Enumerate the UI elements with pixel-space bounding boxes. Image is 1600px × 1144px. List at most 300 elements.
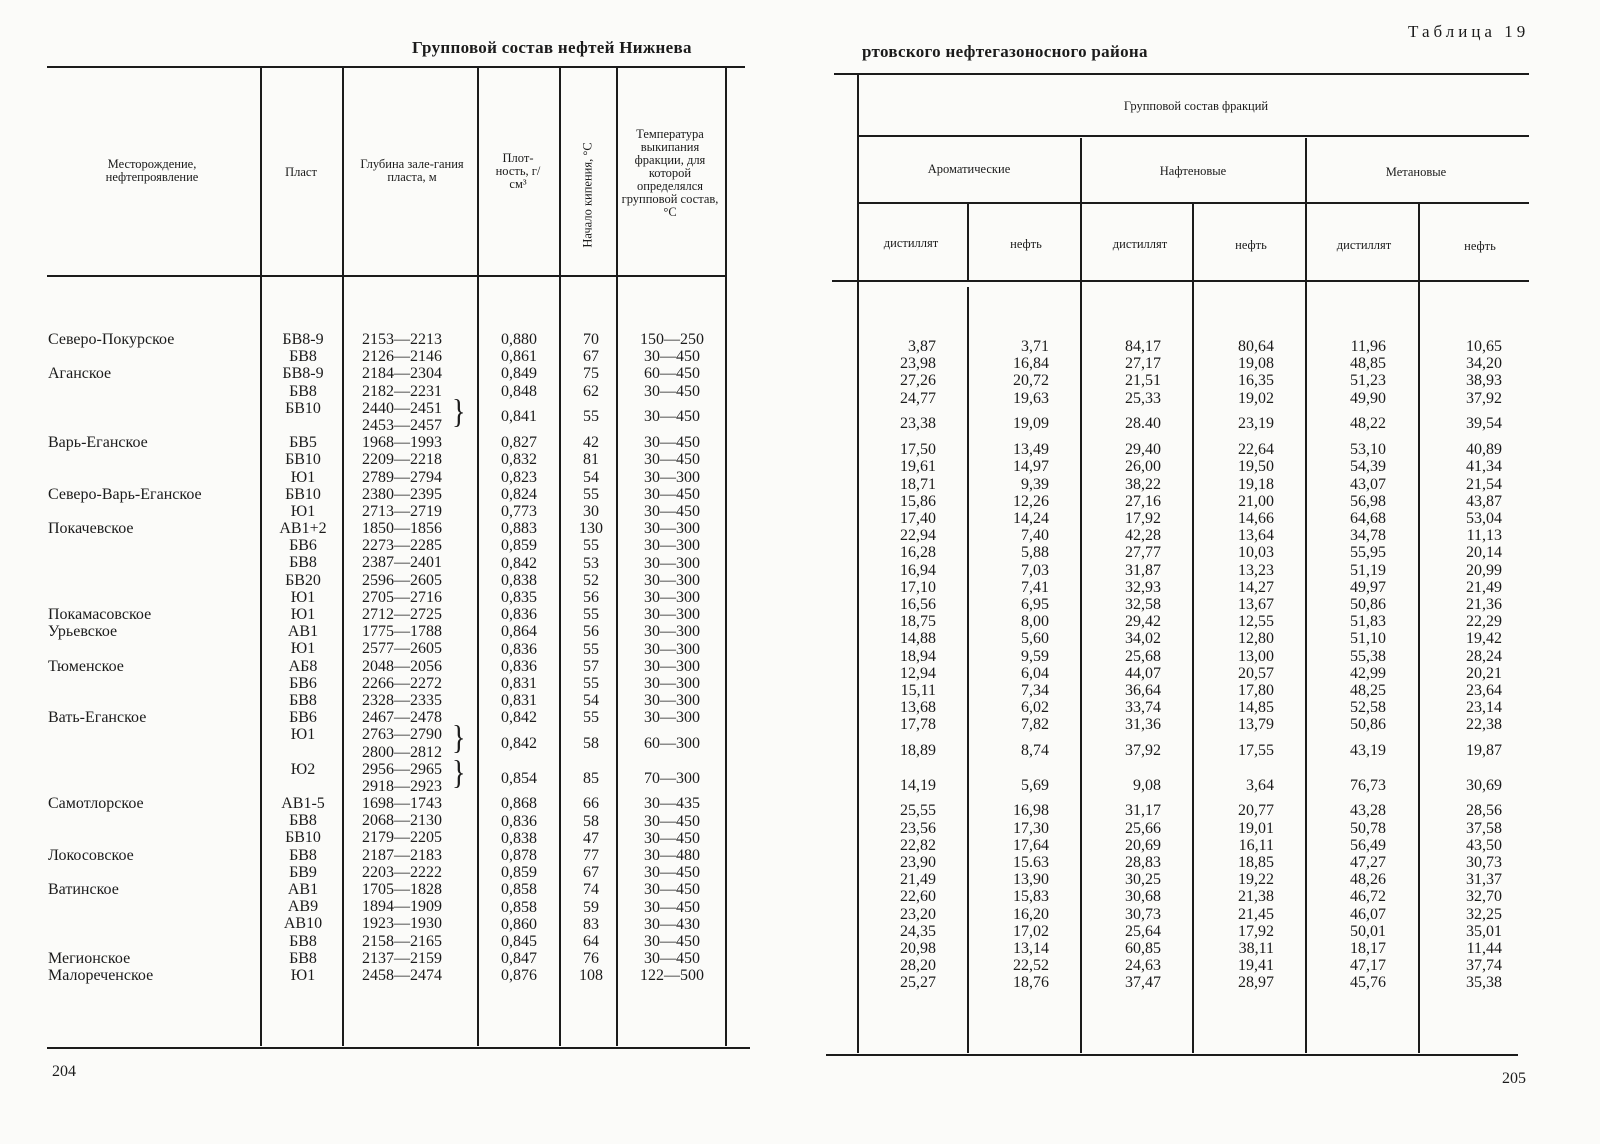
depth-cell: 2153—2213 <box>362 331 442 348</box>
col-sep-5 <box>616 68 618 1046</box>
fraction-cell: 7,41 <box>1021 578 1049 596</box>
fraction-cell: 48,26 <box>1350 871 1386 889</box>
layer-cell: БВ8-9 <box>282 365 324 383</box>
fraction-cell: 15.63 <box>1013 854 1049 871</box>
field-name <box>48 933 202 950</box>
fraction-cell: 7,03 <box>1021 561 1049 579</box>
boil-start-cell: 55 <box>583 640 599 658</box>
fraction-cell: 37,74 <box>1466 957 1502 975</box>
field-name: Урьевское <box>48 623 118 641</box>
fraction-cell: 22,52 <box>1013 957 1049 975</box>
header-layer: Пласт <box>285 165 317 179</box>
fraction-cell: 20,21 <box>1466 664 1502 682</box>
fraction-cell: 30,25 <box>1125 871 1161 889</box>
fraction-cell: 8,74 <box>1021 742 1049 760</box>
field-name: Покачевское <box>48 520 134 538</box>
fraction-cell: 25,64 <box>1125 922 1161 940</box>
fraction-cell: 19,42 <box>1466 630 1502 648</box>
fraction-cell: 18,71 <box>900 475 936 493</box>
fraction-cell: 19,09 <box>1013 415 1049 433</box>
header-depth: Глубина зале-гания пласта, м <box>360 157 464 184</box>
col-sep-3 <box>477 68 479 1046</box>
depth-cell: 1850—1856 <box>362 520 442 538</box>
temp-cell: 60—300 <box>644 735 700 753</box>
fraction-cell: 38,22 <box>1125 475 1161 493</box>
density-cell: 0,848 <box>501 382 537 400</box>
col-sep-r3 <box>1192 204 1194 1053</box>
fraction-cell: 11,96 <box>1350 338 1386 355</box>
fraction-cell: 21,38 <box>1238 888 1274 906</box>
subgroup-header-rule <box>859 202 1529 204</box>
depth-cell: 2380—2395 <box>362 485 442 503</box>
field-name <box>48 761 202 778</box>
layer-cell: АВ10 <box>283 915 323 933</box>
boil-start-cell: 85 <box>583 769 599 787</box>
fraction-cell: 13,00 <box>1238 647 1274 665</box>
field-name: Варь-Еганское <box>48 434 148 452</box>
fraction-cell: 84,17 <box>1125 338 1161 355</box>
fraction-cell: 27,17 <box>1125 355 1161 373</box>
field-name <box>48 554 202 571</box>
fraction-cell: 43,87 <box>1466 492 1502 510</box>
depth-cell: 2273—2285 <box>362 537 442 555</box>
depth-cell: 2048—2056 <box>362 657 442 675</box>
temp-cell: 30—300 <box>644 709 700 727</box>
temp-cell: 150—250 <box>640 331 704 348</box>
fraction-cell: 42,28 <box>1125 527 1161 545</box>
fraction-cell: 55,38 <box>1350 647 1386 665</box>
field-name: Вать-Еганское <box>48 709 147 727</box>
density-cell: 0,841 <box>501 408 537 426</box>
density-cell: 0,854 <box>501 769 537 787</box>
fraction-cell: 23,38 <box>900 415 936 433</box>
field-name <box>48 778 202 795</box>
fraction-cell: 23,90 <box>900 854 936 871</box>
right-header-rule <box>832 280 1529 282</box>
layer-cell: БВ5 <box>289 434 317 452</box>
layer-cell: БВ20 <box>285 571 321 589</box>
fraction-cell: 37,92 <box>1466 389 1502 407</box>
depth-cell: 2187—2183 <box>362 846 442 864</box>
fraction-cell: 28,56 <box>1466 802 1502 820</box>
field-name: Мегионское <box>48 949 131 967</box>
temp-cell: 30—450 <box>644 434 700 452</box>
boil-start-cell: 53 <box>583 554 599 572</box>
right-left-border <box>857 75 859 1053</box>
fraction-cell: 16,28 <box>900 544 936 562</box>
fraction-cell: 21,00 <box>1238 492 1274 510</box>
fraction-cell: 33,74 <box>1125 699 1161 717</box>
fraction-cell: 20,57 <box>1238 664 1274 682</box>
fraction-cell: 5,60 <box>1021 630 1049 648</box>
fraction-cell: 50,78 <box>1350 819 1386 837</box>
boil-start-cell: 83 <box>583 915 599 933</box>
layer-cell: АВ1-5 <box>281 795 325 813</box>
fraction-cell: 7,82 <box>1021 716 1049 734</box>
density-cell: 0,836 <box>501 640 537 658</box>
layer-cell: БВ8 <box>289 949 317 967</box>
fraction-cell: 9,08 <box>1133 776 1161 794</box>
layer-cell: БВ8 <box>289 932 317 950</box>
depth-cell: 2596—2605 <box>362 571 442 589</box>
layer-cell: Ю1 <box>290 606 316 623</box>
density-cell: 0,845 <box>501 933 537 950</box>
fraction-cell: 28,97 <box>1238 974 1274 992</box>
fraction-cell: 10,65 <box>1466 338 1502 355</box>
fraction-cell: 12,55 <box>1238 613 1274 631</box>
depth-cell: 1775—1788 <box>362 623 442 641</box>
fraction-cell: 18,89 <box>900 742 936 760</box>
fraction-cell: 13,68 <box>900 699 936 717</box>
fraction-cell: 48,85 <box>1350 355 1386 373</box>
fraction-cell: 18,76 <box>1013 974 1049 992</box>
fraction-cell: 47,27 <box>1350 854 1386 871</box>
fraction-cell: 22,29 <box>1466 613 1502 631</box>
fraction-cell: 13,90 <box>1013 871 1049 889</box>
fraction-cell: 43,28 <box>1350 802 1386 820</box>
layer-cell: БВ6 <box>289 709 317 727</box>
density-cell: 0,842 <box>501 554 537 572</box>
fraction-cell: 20,69 <box>1125 836 1161 854</box>
fraction-cell: 14,24 <box>1013 510 1049 527</box>
depth-cell: 2440—2451 <box>362 399 442 417</box>
depth-cell: 1705—1828 <box>362 881 442 898</box>
temp-cell: 60—450 <box>644 365 700 383</box>
header-naphthenic: Нафтеновые <box>1159 164 1227 178</box>
fraction-cell: 27,77 <box>1125 544 1161 562</box>
fraction-cell: 13,79 <box>1238 716 1274 734</box>
layer-cell: Ю1 <box>290 588 316 606</box>
fraction-cell: 13,67 <box>1238 596 1274 613</box>
boil-start-cell: 58 <box>583 812 599 830</box>
depth-cell: 2577—2605 <box>362 640 442 658</box>
temp-cell: 30—450 <box>644 950 700 968</box>
temp-cell: 30—450 <box>644 382 700 400</box>
fraction-cell: 19,01 <box>1238 819 1274 837</box>
boil-start-cell: 130 <box>579 520 603 538</box>
layer-cell <box>268 778 338 795</box>
col-sep-4 <box>559 68 561 1046</box>
fraction-cell: 25,68 <box>1125 647 1161 665</box>
header-aromatic-oil: нефть <box>1010 237 1042 251</box>
fraction-cell: 21,49 <box>900 871 936 889</box>
fraction-cell: 23,64 <box>1466 682 1502 699</box>
right-bottom-rule <box>826 1054 1518 1056</box>
layer-cell: БВ8 <box>289 691 317 709</box>
fraction-cell: 17,64 <box>1013 836 1049 854</box>
header-aromatic: Ароматические <box>927 162 1011 176</box>
page-number-left: 204 <box>52 1063 76 1080</box>
layer-cell: Ю1 <box>290 640 316 658</box>
fraction-cell: 21,45 <box>1238 905 1274 923</box>
fraction-cell: 19,18 <box>1238 475 1274 493</box>
fraction-cell: 20,72 <box>1013 372 1049 390</box>
density-cell: 0,824 <box>501 485 537 503</box>
fraction-cell: 18,75 <box>900 613 936 631</box>
fraction-cell: 28,20 <box>900 957 936 975</box>
fraction-cell: 14,97 <box>1013 458 1049 476</box>
density-cell: 0,842 <box>501 735 537 753</box>
field-name <box>48 589 202 606</box>
depth-cell: 2137—2159 <box>362 949 442 967</box>
depth-cell: 2126—2146 <box>362 348 442 366</box>
fraction-cell: 31,36 <box>1125 716 1161 734</box>
density-cell: 0,831 <box>501 692 537 710</box>
density-cell: 0,836 <box>501 606 537 624</box>
fraction-cell: 14,85 <box>1238 699 1274 717</box>
field-name <box>48 417 202 434</box>
depth-column <box>352 331 452 984</box>
temp-cell: 30—300 <box>644 657 700 675</box>
depth-cell: 2453—2457 <box>362 416 442 434</box>
boil-start-cell: 42 <box>583 434 599 452</box>
field-names-column <box>48 331 202 984</box>
fraction-cell: 13,14 <box>1013 940 1049 957</box>
fraction-cell: 23,19 <box>1238 415 1274 433</box>
temp-cell: 30—300 <box>644 692 700 710</box>
density-cell: 0,858 <box>501 898 537 916</box>
fraction-cell: 23,98 <box>900 355 936 373</box>
field-name <box>48 400 202 417</box>
field-name <box>48 572 202 589</box>
header-aromatic-distillate: дистиллят <box>883 236 939 250</box>
temp-cell: 30—450 <box>644 503 700 520</box>
density-cell: 0,859 <box>501 864 537 882</box>
fraction-cell: 56,98 <box>1350 492 1386 510</box>
col-sep-r2 <box>1080 138 1082 1053</box>
header-naphthenic-distillate: дистиллят <box>1112 237 1168 251</box>
field-name: Аганское <box>48 365 112 383</box>
fraction-cell: 27,26 <box>900 372 936 390</box>
boil-start-cell: 76 <box>583 950 599 968</box>
fraction-cell: 6,95 <box>1021 596 1049 613</box>
depth-cell: 2458—2474 <box>362 966 442 984</box>
fraction-cell: 52,58 <box>1350 699 1386 717</box>
boil-start-cell: 64 <box>583 933 599 950</box>
boil-start-cell: 66 <box>583 795 599 813</box>
layer-cell: Ю1 <box>290 726 316 744</box>
fraction-cell: 11,13 <box>1466 527 1502 545</box>
temp-cell: 30—450 <box>644 348 700 366</box>
fraction-cell: 13,23 <box>1238 561 1274 579</box>
temp-cell: 30—450 <box>644 864 700 882</box>
fraction-cell: 16,11 <box>1238 836 1274 854</box>
fraction-cell: 17,10 <box>900 578 936 596</box>
density-cell: 0,827 <box>501 434 537 452</box>
boil-start-cell: 56 <box>583 623 599 641</box>
boil-start-cell: 74 <box>583 881 599 899</box>
fraction-cell: 19,08 <box>1238 355 1274 373</box>
temp-cell: 30—300 <box>644 640 700 658</box>
depth-cell: 2328—2335 <box>362 691 442 709</box>
boil-start-cell: 54 <box>583 692 599 710</box>
layer-cell: АВ1+2 <box>279 520 327 538</box>
layer-cell: Ю2 <box>290 760 316 778</box>
fraction-cell: 3,64 <box>1246 776 1274 794</box>
left-header-rule <box>47 275 725 277</box>
fraction-cell: 9,39 <box>1021 475 1049 493</box>
density-cell: 0,823 <box>501 468 537 486</box>
boil-start-cell: 77 <box>583 847 599 864</box>
header-methane: Метановые <box>1385 165 1447 179</box>
field-name <box>48 726 202 743</box>
fraction-cell: 29,42 <box>1125 613 1161 631</box>
fraction-cell: 37,47 <box>1125 974 1161 992</box>
temp-cell: 30—450 <box>644 881 700 899</box>
left-top-rule <box>47 66 745 68</box>
fraction-cell: 22,60 <box>900 888 936 906</box>
header-naphthenic-oil: нефть <box>1235 238 1267 252</box>
fraction-cell: 35,38 <box>1466 974 1502 992</box>
header-group: Групповой состав фракций <box>1123 99 1269 113</box>
table-label: Таблица 19 <box>1408 22 1530 41</box>
density-cell: 0,876 <box>501 967 537 985</box>
fraction-cell: 49,97 <box>1350 578 1386 596</box>
left-bottom-rule <box>47 1047 750 1049</box>
fraction-cell: 30,68 <box>1125 888 1161 906</box>
fraction-cell: 19,41 <box>1238 957 1274 975</box>
fraction-cell: 32,25 <box>1466 905 1502 923</box>
density-cell: 0,883 <box>501 520 537 538</box>
fraction-cell: 31,87 <box>1125 561 1161 579</box>
temp-cell: 30—300 <box>644 571 700 589</box>
fraction-cell: 17,78 <box>900 716 936 734</box>
depth-cell: 1698—1743 <box>362 795 442 813</box>
field-name <box>48 829 202 846</box>
layer-cell: БВ6 <box>289 674 317 692</box>
fraction-cell: 28.40 <box>1125 415 1161 433</box>
fraction-cell: 19,87 <box>1466 742 1502 760</box>
field-name: Покамасовское <box>48 606 152 623</box>
layer-cell <box>268 744 338 761</box>
boil-start-cell: 81 <box>583 451 599 469</box>
temp-cell: 30—450 <box>644 485 700 503</box>
fraction-cell: 40,89 <box>1466 441 1502 459</box>
depth-cell: 2789—2794 <box>362 468 442 486</box>
temp-cell: 30—450 <box>644 898 700 916</box>
brace: } <box>452 393 466 431</box>
fraction-cell: 19,50 <box>1238 458 1274 476</box>
field-name: Самотлорское <box>48 795 144 813</box>
boil-start-cell: 59 <box>583 898 599 916</box>
fraction-cell: 21,49 <box>1466 578 1502 596</box>
fraction-cell: 34,20 <box>1466 355 1502 373</box>
density-cell: 0,836 <box>501 657 537 675</box>
temp-cell: 30—430 <box>644 915 700 933</box>
header-boil-start: Начало кипения, °С <box>580 142 595 248</box>
col-sep-1 <box>260 68 262 1046</box>
fraction-cell: 23,56 <box>900 819 936 837</box>
fraction-cell: 24,35 <box>900 922 936 940</box>
fraction-cell: 14,27 <box>1238 578 1274 596</box>
boil-start-cell: 56 <box>583 589 599 606</box>
brace: } <box>452 719 466 757</box>
fraction-cell: 49,90 <box>1350 389 1386 407</box>
fraction-cell: 48,25 <box>1350 682 1386 699</box>
depth-cell: 2209—2218 <box>362 451 442 469</box>
density-cell: 0,864 <box>501 623 537 641</box>
temp-cell: 30—450 <box>644 408 700 426</box>
fraction-cell: 48,22 <box>1350 415 1386 433</box>
fraction-cell: 37,92 <box>1125 742 1161 760</box>
fraction-cell: 30,69 <box>1466 776 1502 794</box>
layer-cell: БВ8 <box>289 382 317 400</box>
fraction-cell: 31,17 <box>1125 802 1161 820</box>
fraction-cell: 34,02 <box>1125 630 1161 648</box>
field-name: Тюменское <box>48 657 124 675</box>
depth-cell: 2800—2812 <box>362 743 442 761</box>
fraction-cell: 30,73 <box>1466 854 1502 871</box>
fraction-cell: 20,14 <box>1466 544 1502 562</box>
temp-cell: 30—450 <box>644 451 700 469</box>
fraction-cell: 41,34 <box>1466 458 1502 476</box>
fraction-cell: 50,01 <box>1350 922 1386 940</box>
field-name <box>48 503 202 520</box>
fraction-cell: 22,38 <box>1466 716 1502 734</box>
field-name: Малореченское <box>48 966 154 984</box>
fraction-cell: 28,24 <box>1466 647 1502 665</box>
temp-cell: 30—450 <box>644 933 700 950</box>
boil-start-cell: 47 <box>583 829 599 847</box>
fraction-cell: 22,64 <box>1238 441 1274 459</box>
density-cell: 0,858 <box>501 881 537 899</box>
depth-cell: 1923—1930 <box>362 915 442 933</box>
fraction-cell: 15,11 <box>900 682 936 699</box>
boil-start-cell: 67 <box>583 864 599 882</box>
fraction-cell: 55,95 <box>1350 544 1386 562</box>
density-cell: 0,838 <box>501 571 537 589</box>
fraction-cell: 17,02 <box>1013 922 1049 940</box>
layer-cell: БВ8 <box>289 554 317 572</box>
field-name <box>48 864 202 881</box>
boil-start-cell: 62 <box>583 382 599 400</box>
temp-cell: 122—500 <box>640 967 704 985</box>
fraction-cell: 80,64 <box>1238 338 1274 355</box>
fraction-cell: 28,83 <box>1125 854 1161 871</box>
fraction-cell: 18,85 <box>1238 854 1274 871</box>
layer-column <box>268 331 338 984</box>
fraction-cell: 46,07 <box>1350 905 1386 923</box>
temp-cell: 30—300 <box>644 554 700 572</box>
field-name: Северо-Покурское <box>48 331 175 348</box>
fraction-cell: 24,63 <box>1125 957 1161 975</box>
temp-cell: 30—300 <box>644 675 700 692</box>
layer-cell: АВ1 <box>287 623 319 641</box>
left-page-title: Групповой состав нефтей Нижнева <box>412 38 692 57</box>
temp-cell: 30—300 <box>644 468 700 486</box>
fraction-cell: 25,33 <box>1125 389 1161 407</box>
density-cell: 0,842 <box>501 709 537 727</box>
density-cell: 0,859 <box>501 537 537 555</box>
fraction-cell: 17,30 <box>1013 819 1049 837</box>
fraction-cell: 16,56 <box>900 596 936 613</box>
fraction-cell: 20,77 <box>1238 802 1274 820</box>
depth-cell: 2763—2790 <box>362 726 442 744</box>
fraction-cell: 15,83 <box>1013 888 1049 906</box>
header-methane-oil: нефть <box>1464 239 1496 253</box>
temp-cell: 30—450 <box>644 829 700 847</box>
layer-cell: БВ8 <box>289 812 317 830</box>
fraction-cell: 32,58 <box>1125 596 1161 613</box>
fraction-cell: 24,77 <box>900 389 936 407</box>
boil-start-cell: 55 <box>583 709 599 727</box>
col-sep-2 <box>342 68 344 1046</box>
density-cell: 0,773 <box>501 503 537 520</box>
depth-cell: 2182—2231 <box>362 382 442 400</box>
fraction-cell: 43,50 <box>1466 836 1502 854</box>
layer-cell: Ю1 <box>290 502 316 520</box>
fraction-cell: 19,22 <box>1238 871 1274 889</box>
